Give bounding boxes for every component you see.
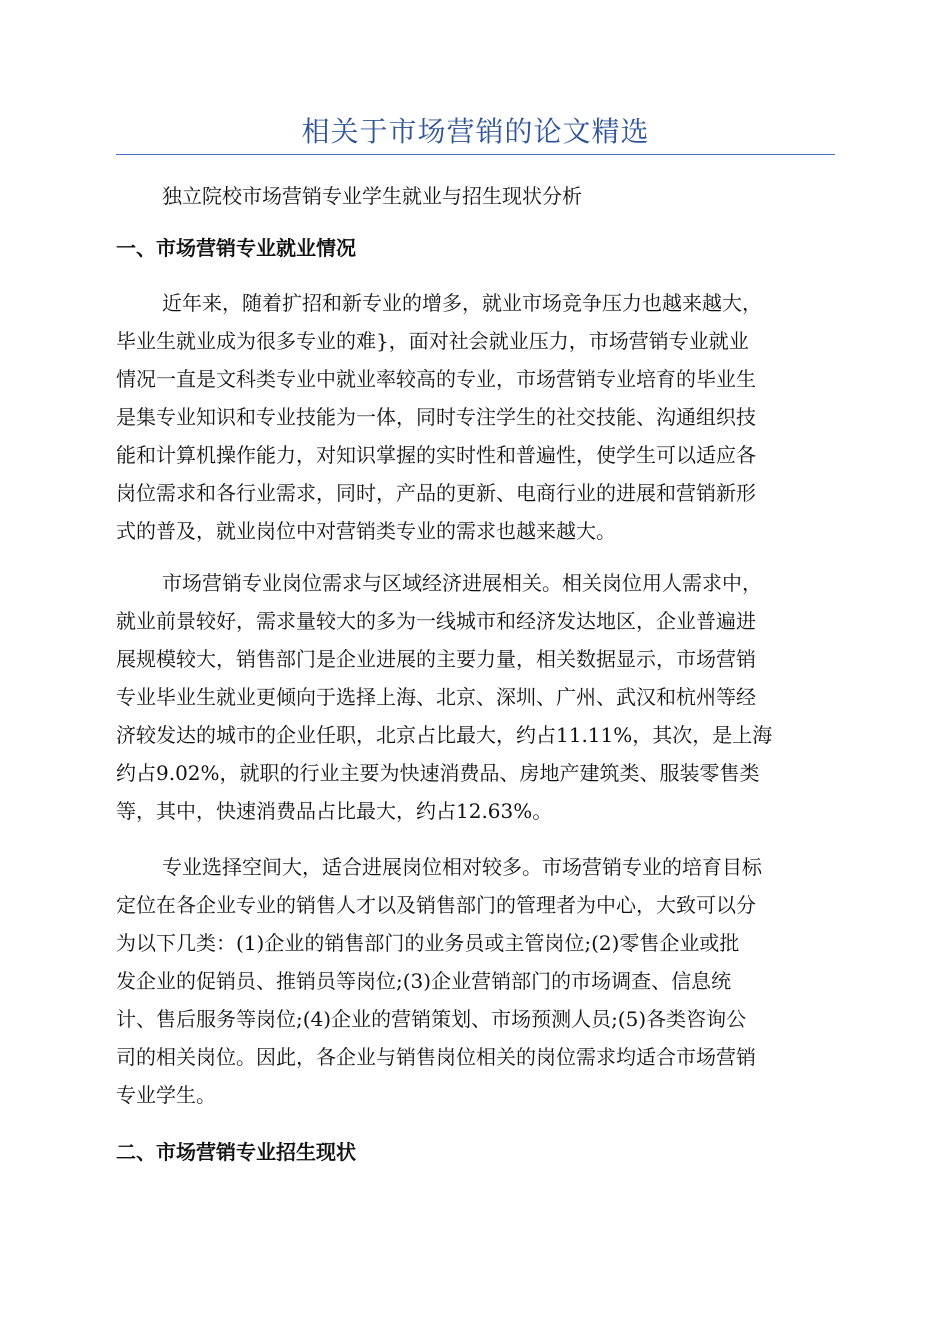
paragraph-line: 计、售后服务等岗位;(4)企业的营销策划、市场预测人员;(5)各类咨询公 xyxy=(116,1007,747,1031)
paragraph-line: 市场营销专业岗位需求与区域经济进展相关。相关岗位用人需求中， xyxy=(162,571,762,595)
paragraph-line: 就业前景较好，需求量较大的多为一线城市和经济发达地区，企业普遍进 xyxy=(116,609,756,633)
paragraph-regional-demand xyxy=(116,564,835,830)
paragraph-line: 近年来，随着扩招和新专业的增多，就业市场竞争压力也越来越大， xyxy=(162,291,762,315)
paragraph-line: 专业选择空间大，适合进展岗位相对较多。市场营销专业的培育目标 xyxy=(162,855,762,879)
paragraph-line: 等，其中，快速消费品占比最大，约占12.63%。 xyxy=(116,799,553,823)
section-heading-enrollment: 二、市场营销专业招生现状 xyxy=(116,1140,356,1164)
paragraph-employment-overview xyxy=(116,284,835,550)
paragraph-line: 专业学生。 xyxy=(116,1083,216,1107)
paragraph-line: 岗位需求和各行业需求，同时，产品的更新、电商行业的进展和营销新形 xyxy=(116,481,756,505)
section-heading-employment: 一、市场营销专业就业情况 xyxy=(116,236,356,260)
paragraph-line: 为以下几类：(1)企业的销售部门的业务员或主管岗位;(2)零售企业或批 xyxy=(116,931,740,955)
paragraph-career-options xyxy=(116,848,835,1114)
paragraph-line: 毕业生就业成为很多专业的难}，面对社会就业压力，市场营销专业就业 xyxy=(116,329,749,353)
paragraph-line: 展规模较大，销售部门是企业进展的主要力量，相关数据显示，市场营销 xyxy=(116,647,756,671)
paragraph-line: 济较发达的城市的企业任职，北京占比最大，约占11.11%，其次，是上海 xyxy=(116,723,773,747)
paragraph-line: 发企业的促销员、推销员等岗位;(3)企业营销部门的市场调查、信息统 xyxy=(116,969,732,993)
document-title: 相关于市场营销的论文精选 xyxy=(301,115,650,148)
paragraph-line: 定位在各企业专业的销售人才以及销售部门的管理者为中心，大致可以分 xyxy=(116,893,756,917)
paragraph-line: 司的相关岗位。因此，各企业与销售岗位相关的岗位需求均适合市场营销 xyxy=(116,1045,756,1069)
paragraph-line: 情况一直是文科类专业中就业率较高的专业，市场营销专业培育的毕业生 xyxy=(116,367,756,391)
paragraph-line: 式的普及，就业岗位中对营销类专业的需求也越来越大。 xyxy=(116,519,616,543)
title-underline-divider xyxy=(116,154,835,155)
paragraph-line: 是集专业知识和专业技能为一体，同时专注学生的社交技能、沟通组织技 xyxy=(116,405,756,429)
document-subtitle: 独立院校市场营销专业学生就业与招生现状分析 xyxy=(162,184,582,208)
paragraph-line: 能和计算机操作能力，对知识掌握的实时性和普遍性，使学生可以适应各 xyxy=(116,443,756,467)
paragraph-line: 约占9.02%，就职的行业主要为快速消费品、房地产建筑类、服装零售类 xyxy=(116,761,760,785)
paragraph-line: 专业毕业生就业更倾向于选择上海、北京、深圳、广州、武汉和杭州等经 xyxy=(116,685,756,709)
